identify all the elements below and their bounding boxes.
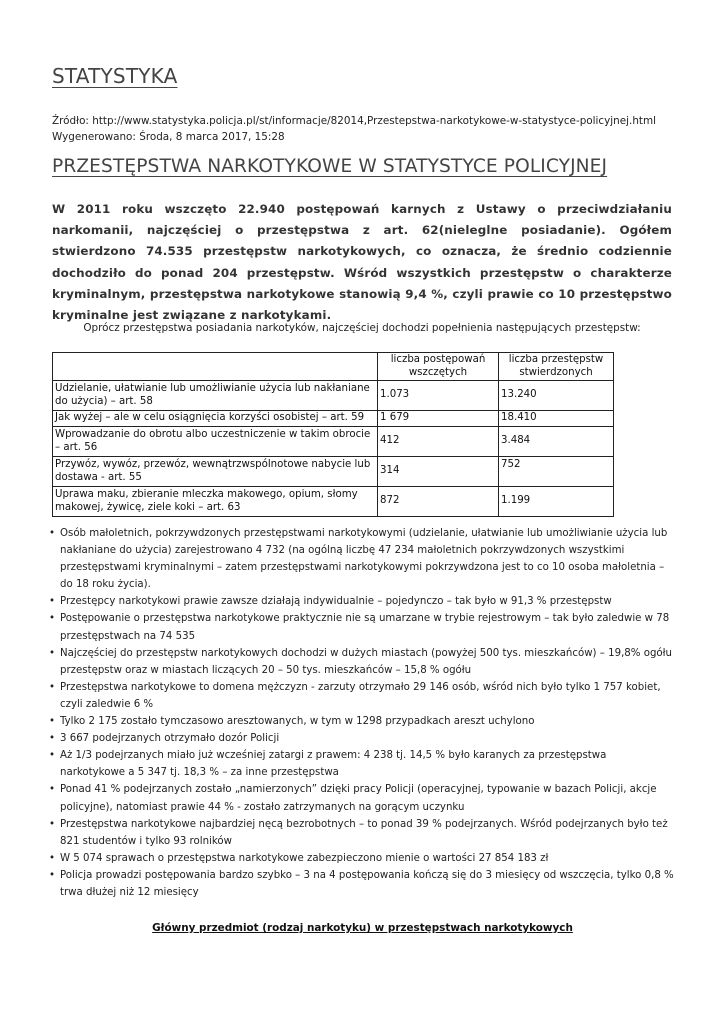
list-item (48, 713, 674, 730)
list-item-text: Policja prowadzi postępowania bardzo szybko – 3 na 4 postępowania kończą się do 3 miesięcy od wszczęcia, tylko 0,8 % trwa dłużej niż 12 miesięcy (60, 869, 674, 898)
list-item (48, 610, 674, 644)
table-cell: 1.199 (499, 487, 614, 517)
bullet-icon: • (49, 750, 56, 762)
table-cell: Jak wyżej – ale w celu osiągnięcia korzyści osobistej – art. 59 (53, 411, 378, 427)
table-cell: Przywóz, wywóz, przewóz, wewnątrzwspólnotowe nabycie lub dostawa - art. 55 (53, 457, 378, 487)
table-header-cell (53, 353, 378, 381)
table-row (53, 487, 614, 517)
table-header-cell: liczba postępowań wszczętych (378, 353, 499, 381)
list-item (48, 850, 674, 867)
bullet-icon: • (49, 596, 56, 608)
source-info (52, 113, 656, 145)
page-title: STATYSTYKA (52, 64, 178, 88)
list-item-text: Tylko 2 175 zostało tymczasowo aresztowanych, w tym w 1298 przypadkach areszt uchylono (60, 716, 535, 728)
generated-line: Wygenerowano: Środa, 8 marca 2017, 15:28 (52, 131, 285, 143)
list-item-text: Najczęściej do przestępstw narkotykowych dochodzi w dużych miastach (powyżej 500 tys. mieszkańców) – 19,8% ogółu przestępstw oraz w miastach liczących 20 – 50 tys. mieszkańców – 15,8 % ogółu (60, 647, 672, 676)
table-intro: Oprócz przestępstwa posiadania narkotyków, najczęściej dochodzi popełnienia następujących przestępstw: (83, 322, 641, 334)
bullet-icon: • (49, 716, 56, 728)
table-cell: Uprawa maku, zbieranie mleczka makowego, opium, słomy makowej, żywicę, ziele koki – art. 63 (53, 487, 378, 517)
table-cell: 314 (378, 457, 499, 487)
list-item (48, 525, 674, 593)
table-row (53, 457, 614, 487)
table-row (53, 411, 614, 427)
list-item (48, 781, 674, 815)
list-item-text: 3 667 podejrzanych otrzymało dozór Policji (60, 733, 280, 745)
list-item-text: Przestępstwa narkotykowe najbardziej nęcą bezrobotnych – to ponad 39 % podejrzanych. Wśród podejrzanych było też 821 studentów i tylko 93 rolników (60, 818, 668, 847)
list-item-text: Aż 1/3 podejrzanych miało już wcześniej zatargi z prawem: 4 238 tj. 14,5 % było karanych za przestępstwa narkotykowe a 5 347 tj. 18,3 % – za inne przestępstwa (60, 750, 607, 779)
bullet-icon: • (49, 647, 56, 659)
table-cell: 1 679 (378, 411, 499, 427)
list-item-text: Postępowanie o przestępstwa narkotykowe praktycznie nie są umarzane w trybie rejestrowym – tak było zaledwie w 78 przestępstwach na 74 535 (60, 613, 670, 642)
table-cell: 3.484 (499, 427, 614, 457)
list-item-text: Przestępcy narkotykowi prawie zawsze działają indywidualnie – pojedynczo – tak było w 91,3 % przestępstw (60, 596, 612, 608)
list-item (48, 593, 674, 610)
table-cell: Udzielanie, ułatwianie lub umożliwianie użycia lub nakłaniane do użycia) – art. 58 (53, 381, 378, 411)
list-item-text: Ponad 41 % podejrzanych zostało „namierzonych” dzięki pracy Policji (operacyjnej, typowanie w bazach Policji, akcje policyjne), natomiast prawie 44 % - zostało zatrzymanych na gorącym uczynku (60, 784, 657, 813)
table-cell: 18.410 (499, 411, 614, 427)
table-cell: 752 (499, 457, 614, 487)
bullet-icon: • (49, 613, 56, 625)
list-item-text: W 5 074 sprawach o przestępstwa narkotykowe zabezpieczono mienie o wartości 27 854 183 zł (60, 852, 549, 864)
section-heading: Główny przedmiot (rodzaj narkotyku) w przestępstwach narkotykowych (152, 922, 573, 934)
table-header-row (53, 353, 614, 381)
table-cell: 872 (378, 487, 499, 517)
list-item-text: Osób małoletnich, pokrzywdzonych przestępstwami narkotykowymi (udzielanie, ułatwianie lub umożliwianie użycia lub nakłaniane do użycia) zarejestrowano 4 732 (na ogólną liczbę 47 234 małoletnich pokrzywdzonych wszystkimi przestępstwami kryminalnymi – zatem przestępstwami narkotykowymi pokrzywdzona jest to co 10 osoba małoletnia – do 18 roku życia). (60, 528, 668, 591)
bullet-icon: • (49, 681, 56, 693)
bullet-icon: • (49, 784, 56, 796)
table-row (53, 381, 614, 411)
crime-table (52, 352, 614, 517)
list-item (48, 816, 674, 850)
list-item-text: Przestępstwa narkotykowe to domena mężczyzn - zarzuty otrzymało 29 146 osób, wśród nich było tylko 1 757 kobiet, czyli zaledwie 6 % (60, 681, 661, 710)
source-line: Źródło: http://www.statystyka.policja.pl/st/informacje/82014,Przestepstwa-narkotykowe-w-statystyce-policyjnej.html (52, 115, 657, 127)
bullet-icon: • (49, 869, 56, 881)
bullet-icon: • (49, 528, 56, 539)
table-cell: 1.073 (378, 381, 499, 411)
list-item (48, 867, 674, 901)
table-header-cell: liczba przestępstw stwierdzonych (499, 353, 614, 381)
article-heading: PRZESTĘPSTWA NARKOTYKOWE W STATYSTYCE POLICYJNEJ (52, 156, 608, 177)
list-item (48, 679, 674, 713)
list-item (48, 730, 674, 747)
bullet-icon: • (49, 733, 56, 745)
table-row (53, 427, 614, 457)
list-item (48, 747, 674, 781)
table-cell: 13.240 (499, 381, 614, 411)
bullet-icon: • (49, 818, 56, 830)
lead-paragraph: W 2011 roku wszczęto 22.940 postępowań karnych z Ustawy o przeciwdziałaniu narkomanii, najczęściej o przestępstwa z art. 62(nieleglne posiadanie). Ogółem stwierdzono 74.535 przestępstw narkotykowych, co oznacza, że średnio codziennie dochodziło do ponad 204 przestępstw. Wśród wszystkich przestępstw o charakterze kryminalnym, przestępstwa narkotykowe stanowią 9,4 %, czyli prawie co 10 przestępstwo kryminalne jest związane z narkotykami. (52, 202, 672, 323)
table-cell: Wprowadzanie do obrotu albo uczestniczenie w takim obrocie – art. 56 (53, 427, 378, 457)
list-item (48, 645, 674, 679)
table-cell: 412 (378, 427, 499, 457)
facts-list (48, 525, 674, 901)
bullet-icon: • (49, 852, 56, 864)
